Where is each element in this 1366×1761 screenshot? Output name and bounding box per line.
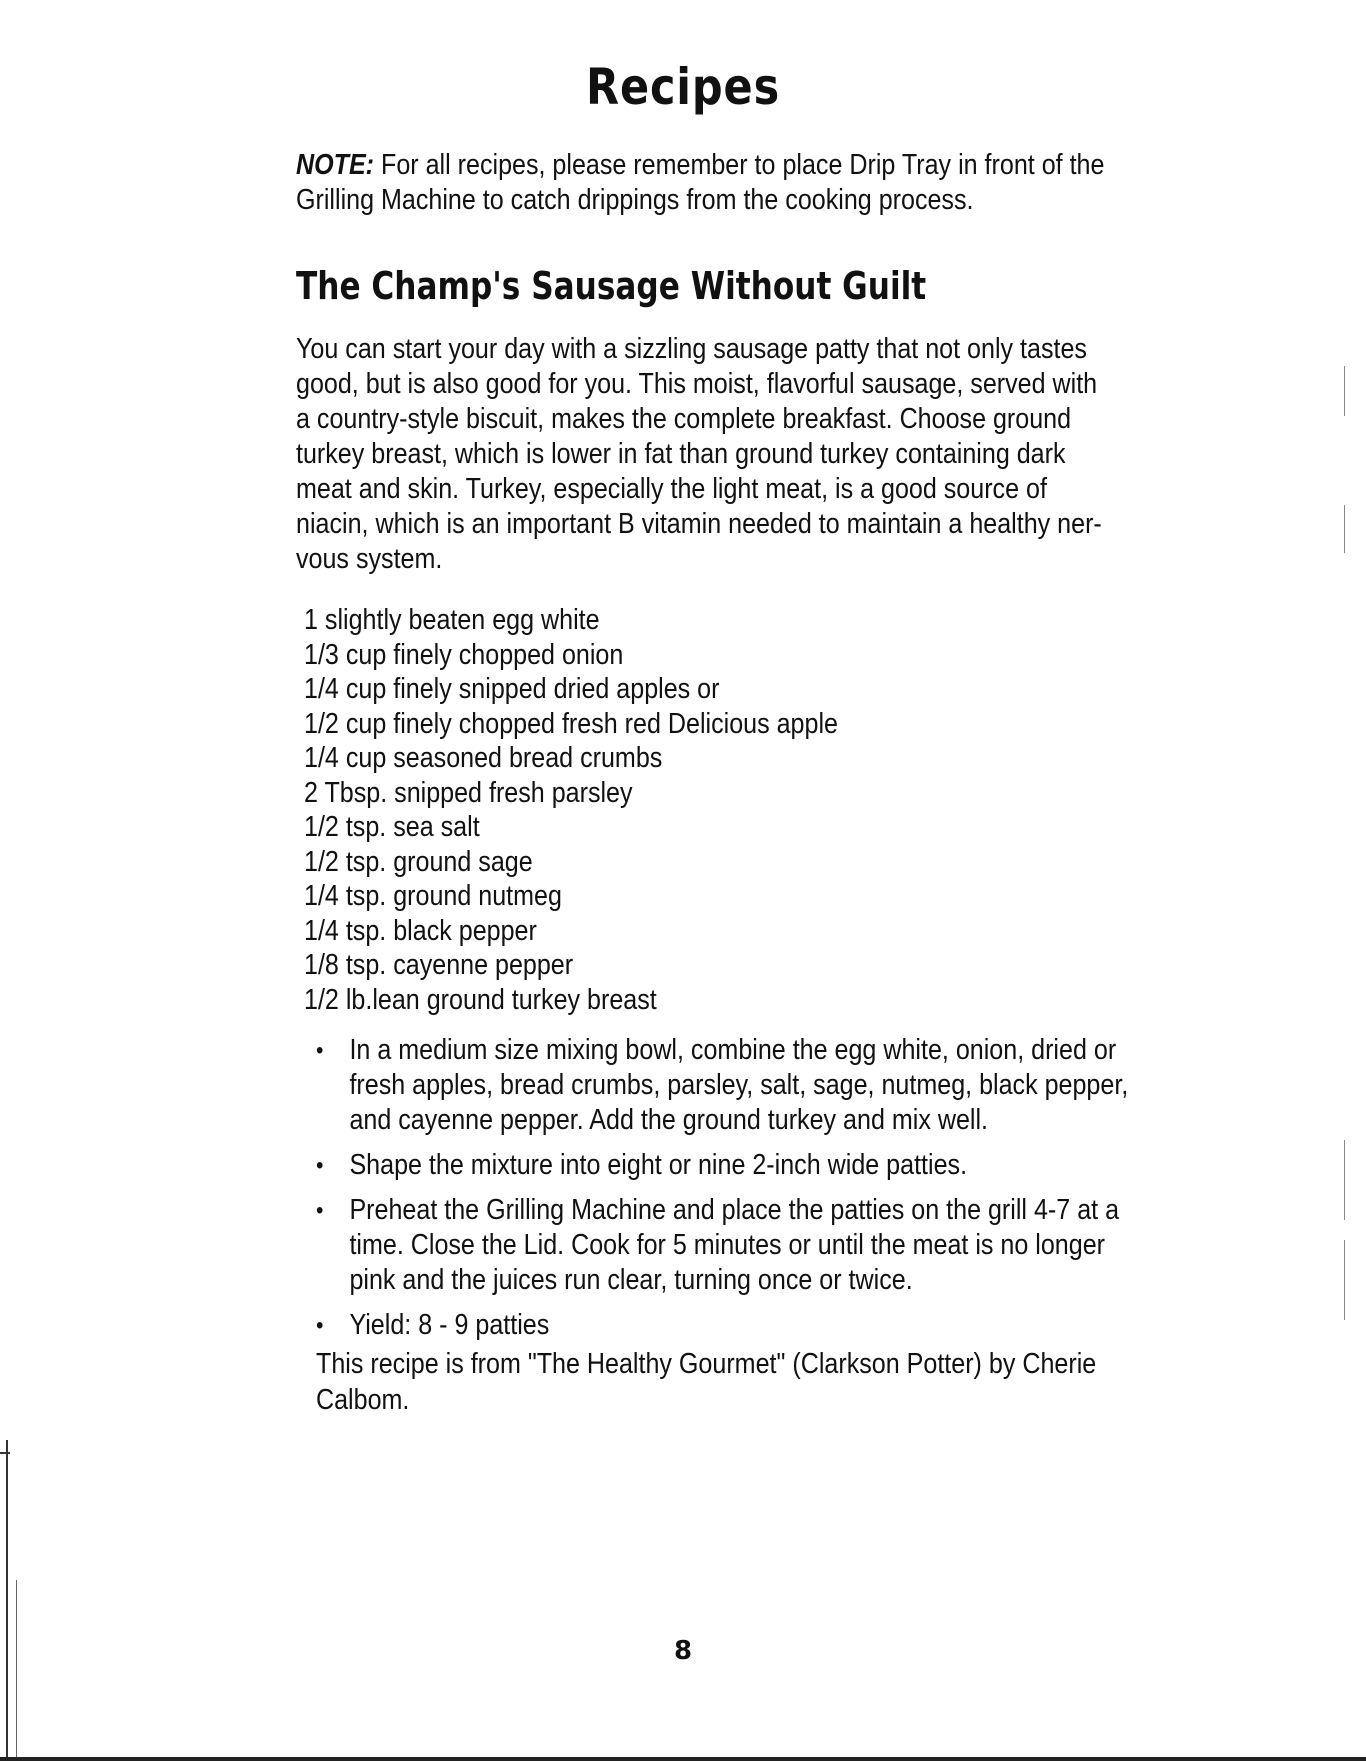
instruction-step	[316, 1193, 1128, 1298]
step-line: In a medium size mixing bowl, combine the egg white, onion, dried or	[349, 1034, 1117, 1066]
intro-line: good, but is also good for you. This moist, flavorful sausage, served with	[296, 368, 1098, 400]
intro-line: You can start your day with a sizzling sausage patty that not only tastes	[296, 333, 1087, 365]
step-line: Preheat the Grilling Machine and place the patties on the grill 4-7 at a	[349, 1194, 1120, 1226]
note-text-line-2: Grilling Machine to catch drippings from the cooking process.	[296, 184, 974, 216]
scan-edge-mark	[1344, 1240, 1345, 1320]
step-line: Shape the mixture into eight or nine 2-inch wide patties.	[349, 1149, 968, 1181]
bullet-icon: •	[316, 1037, 324, 1064]
ingredient-item: 1/4 cup finely snipped dried apples or	[304, 673, 720, 705]
step-line: time. Close the Lid. Cook for 5 minutes or until the meat is no longer	[349, 1229, 1106, 1261]
scan-edge-mark	[1344, 505, 1345, 553]
ingredient-item: 1/2 cup finely chopped fresh red Delicious apple	[304, 707, 838, 740]
note-text-line-1: For all recipes, please remember to place Drip Tray in front of the	[381, 149, 1105, 181]
intro-line: meat and skin. Turkey, especially the light meat, is a good source of	[296, 473, 1047, 505]
scan-edge-mark	[1344, 366, 1345, 416]
bullet-icon: •	[316, 1152, 324, 1179]
bullet-icon: •	[316, 1312, 324, 1339]
note-label: NOTE:	[296, 149, 375, 181]
bullet-icon: •	[316, 1197, 324, 1224]
page-number: 8	[673, 1636, 693, 1666]
ingredient-item: 2 Tbsp. snipped fresh parsley	[304, 776, 633, 809]
scan-edge-mark	[0, 1452, 10, 1454]
scan-bottom-edge	[0, 1757, 1366, 1761]
ingredient-item: 1/2 tsp. ground sage	[304, 845, 533, 878]
ingredient-item: 1/8 tsp. cayenne pepper	[304, 949, 574, 981]
ingredient-item: 1/2 tsp. sea salt	[304, 811, 480, 843]
ingredient-item: 1/2 lb.lean ground turkey breast	[304, 983, 657, 1016]
ingredient-list	[304, 603, 838, 1017]
recipe-intro	[296, 332, 1176, 577]
note-paragraph	[296, 148, 1246, 218]
ingredient-item: 1/4 cup seasoned bread crumbs	[304, 742, 663, 774]
step-line: Yield: 8 - 9 patties	[349, 1309, 550, 1341]
intro-line: niacin, which is an important B vitamin needed to maintain a healthy ner-	[296, 508, 1102, 540]
source-line: Calbom.	[316, 1384, 410, 1416]
instruction-list	[316, 1033, 1128, 1353]
ingredient-item: 1 slightly beaten egg white	[304, 604, 600, 636]
scan-edge-line	[16, 1580, 17, 1761]
step-line: pink and the juices run clear, turning once or twice.	[349, 1264, 913, 1296]
instruction-step	[316, 1148, 1128, 1183]
intro-line: turkey breast, which is lower in fat than ground turkey containing dark	[296, 438, 1066, 470]
ingredient-item: 1/3 cup finely chopped onion	[304, 638, 624, 671]
intro-line: vous system.	[296, 543, 443, 575]
step-line: fresh apples, bread crumbs, parsley, salt, sage, nutmeg, black pepper,	[349, 1069, 1129, 1101]
page-title: Recipes	[585, 58, 781, 116]
instruction-step	[316, 1033, 1128, 1138]
recipe-source	[316, 1346, 1096, 1418]
scan-edge-line	[6, 1440, 8, 1761]
source-line: This recipe is from "The Healthy Gourmet" (Clarkson Potter) by Cherie	[316, 1348, 1097, 1380]
step-line: and cayenne pepper. Add the ground turkey and mix well.	[349, 1104, 989, 1136]
ingredient-item: 1/4 tsp. ground nutmeg	[304, 880, 562, 912]
intro-line: a country-style biscuit, makes the complete breakfast. Choose ground	[296, 403, 1072, 435]
ingredient-item: 1/4 tsp. black pepper	[304, 914, 537, 947]
scan-edge-mark	[1344, 1140, 1345, 1220]
recipe-title: The Champ's Sausage Without Guilt	[296, 264, 927, 308]
instruction-step	[316, 1308, 1128, 1343]
